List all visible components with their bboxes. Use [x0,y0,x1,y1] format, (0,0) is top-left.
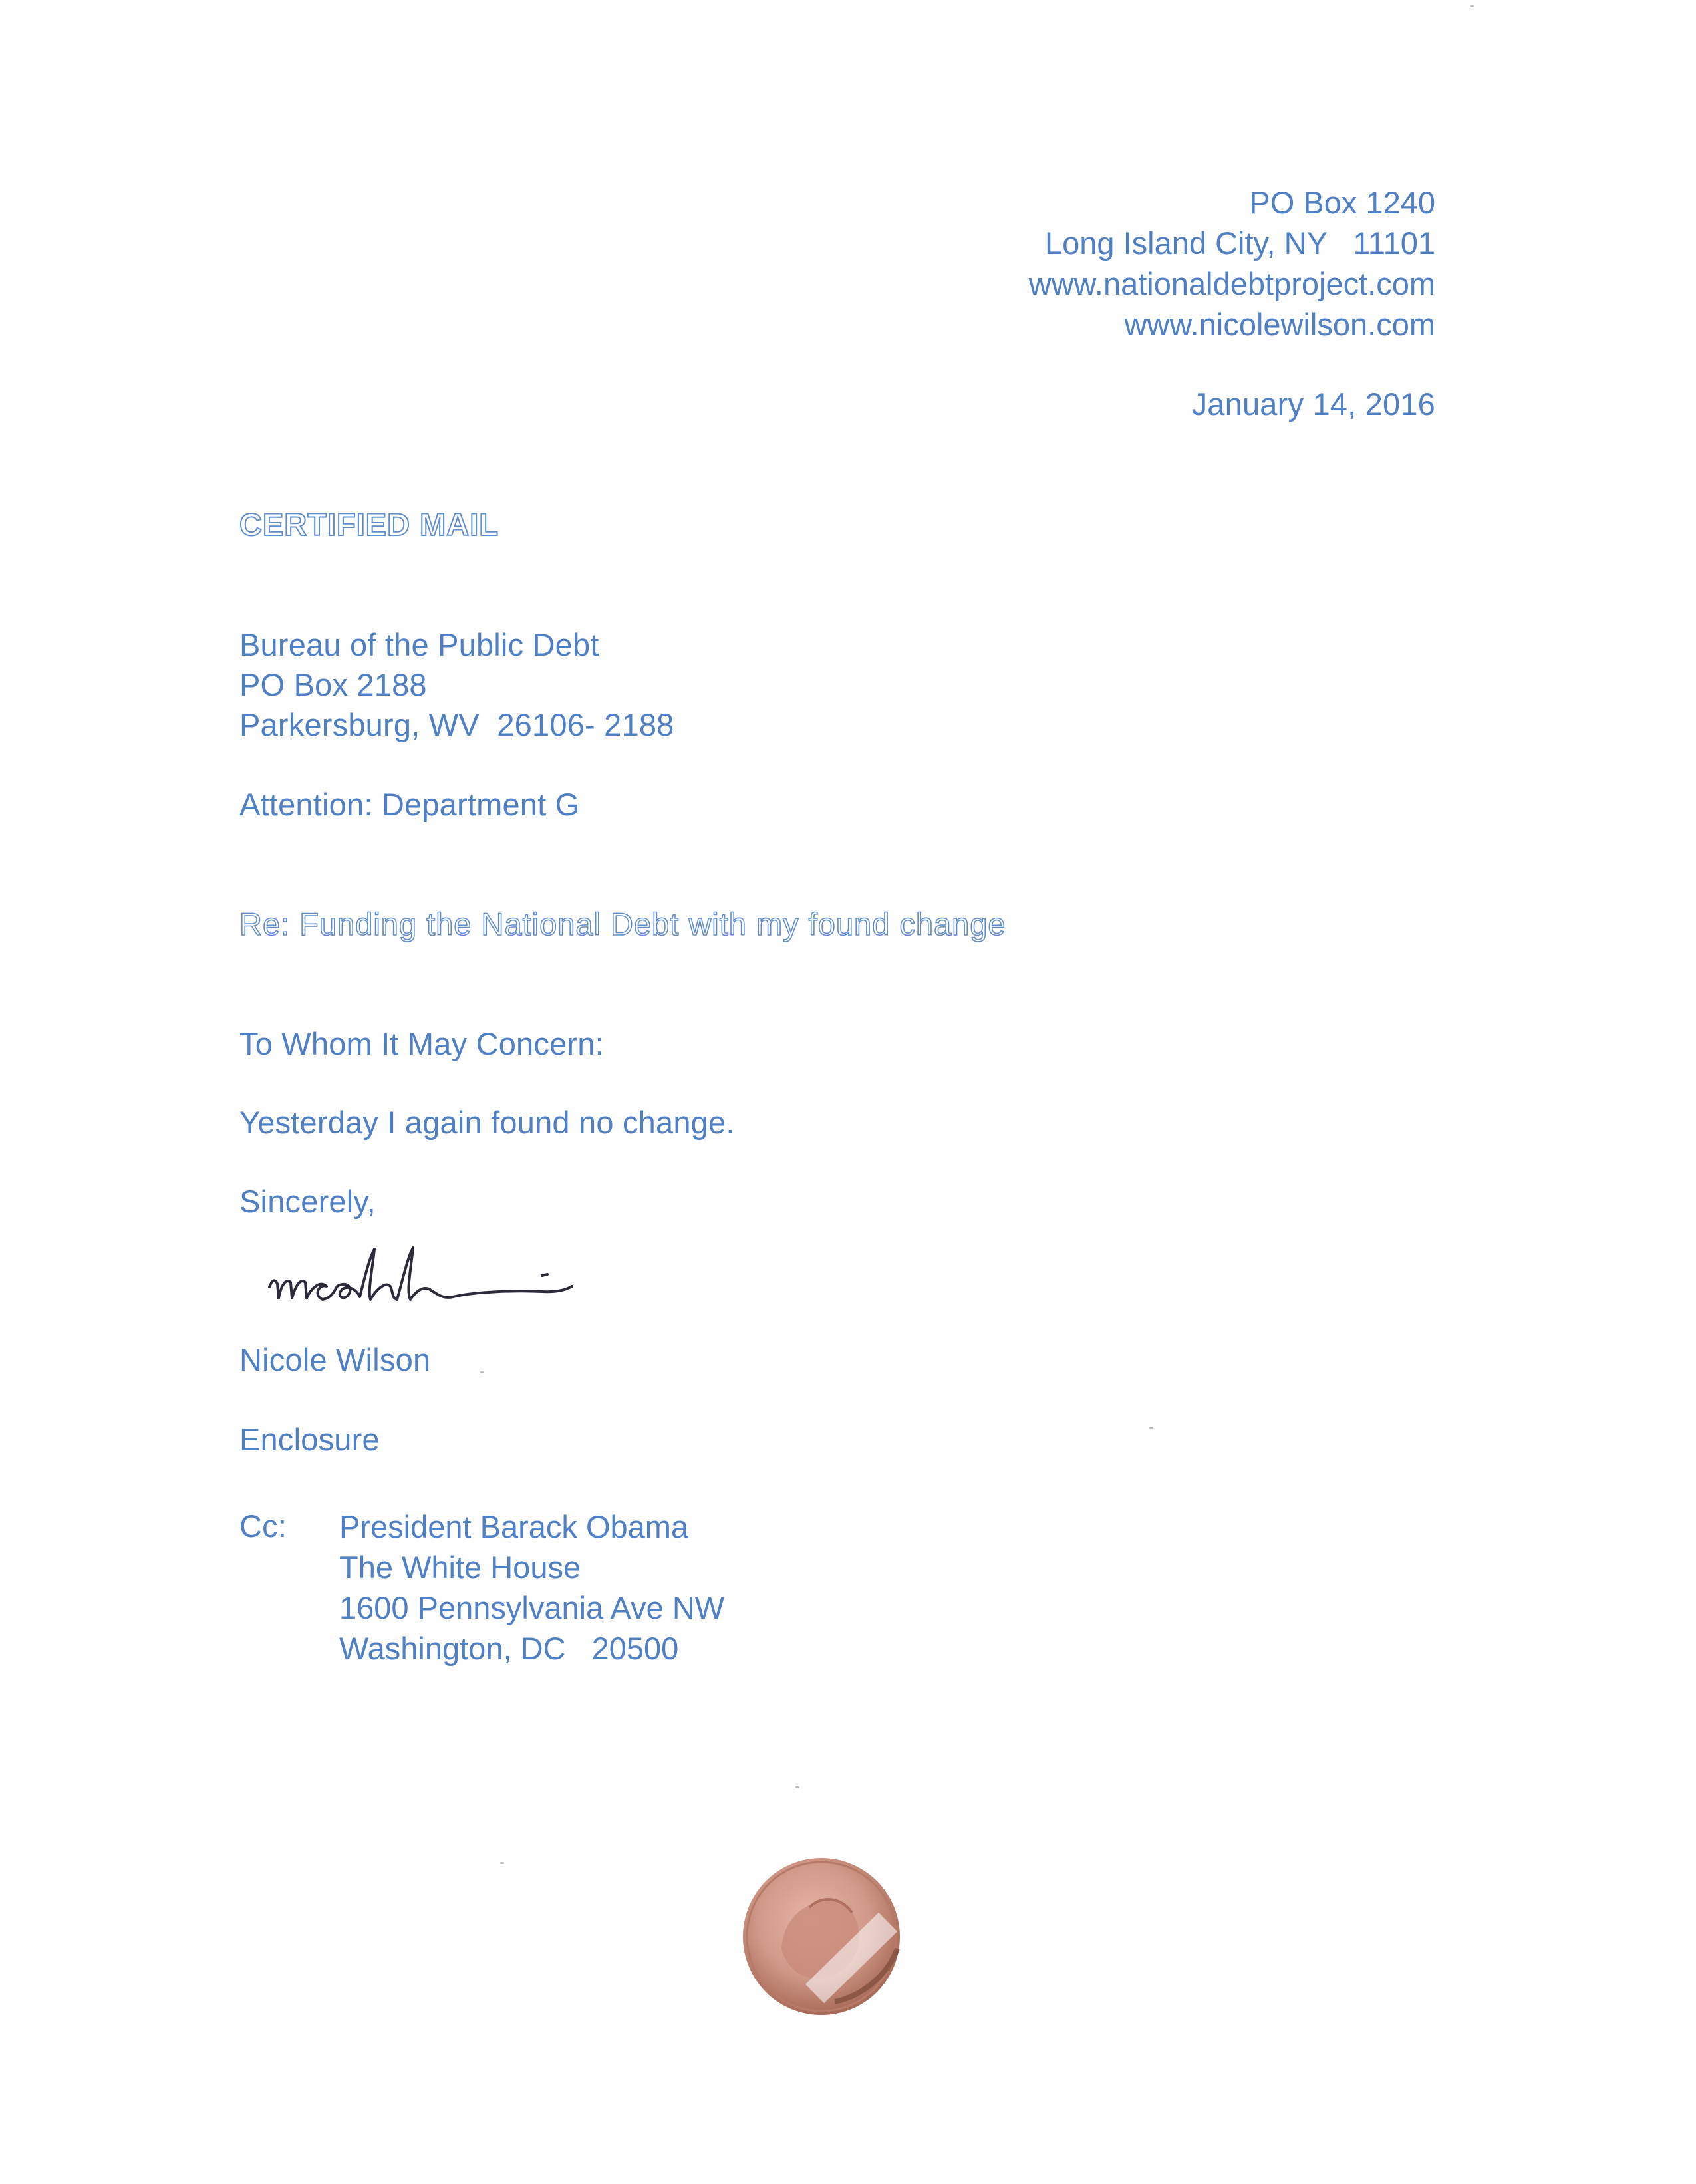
salutation: To Whom It May Concern: [239,1026,604,1061]
enclosure-line: Enclosure [239,1422,380,1457]
sender-website-1: www.nationaldebtproject.com [1028,266,1435,301]
sender-po-box: PO Box 1240 [1249,185,1435,220]
recipient-po-box: PO Box 2188 [239,667,427,702]
sender-city-state-zip: Long Island City, NY 11101 [1045,225,1435,261]
recipient-name: Bureau of the Public Debt [239,627,599,662]
scan-speck [1470,5,1474,7]
letter-date: January 14, 2016 [1191,386,1435,422]
scan-speck [795,1786,799,1788]
sender-website-2: www.nicolewilson.com [1124,307,1435,342]
penny-coin-icon [735,1849,908,2022]
subject-line: Re: Funding the National Debt with my found change [239,906,1006,942]
cc-recipient-name: President Barack Obama [339,1509,689,1544]
scan-speck [1149,1427,1153,1429]
cc-recipient-org: The White House [339,1550,581,1585]
certified-mail-heading: CERTIFIED MAIL [239,507,499,542]
scan-speck [500,1862,504,1864]
cc-recipient-block [339,1506,724,1669]
letter-body: Yesterday I again found no change. [239,1105,735,1140]
recipient-city-state-zip: Parkersburg, WV 26106- 2188 [239,707,674,742]
scan-speck [480,1371,484,1373]
cc-label: Cc: [239,1508,287,1544]
closing: Sincerely, [239,1184,376,1219]
sender-address-block [1029,182,1435,344]
handwritten-signature [263,1217,622,1330]
signer-name: Nicole Wilson [239,1342,431,1377]
cc-recipient-street: 1600 Pennsylvania Ave NW [339,1590,725,1625]
attention-line: Attention: Department G [239,787,580,822]
cc-recipient-city-state-zip: Washington, DC 20500 [339,1631,679,1666]
